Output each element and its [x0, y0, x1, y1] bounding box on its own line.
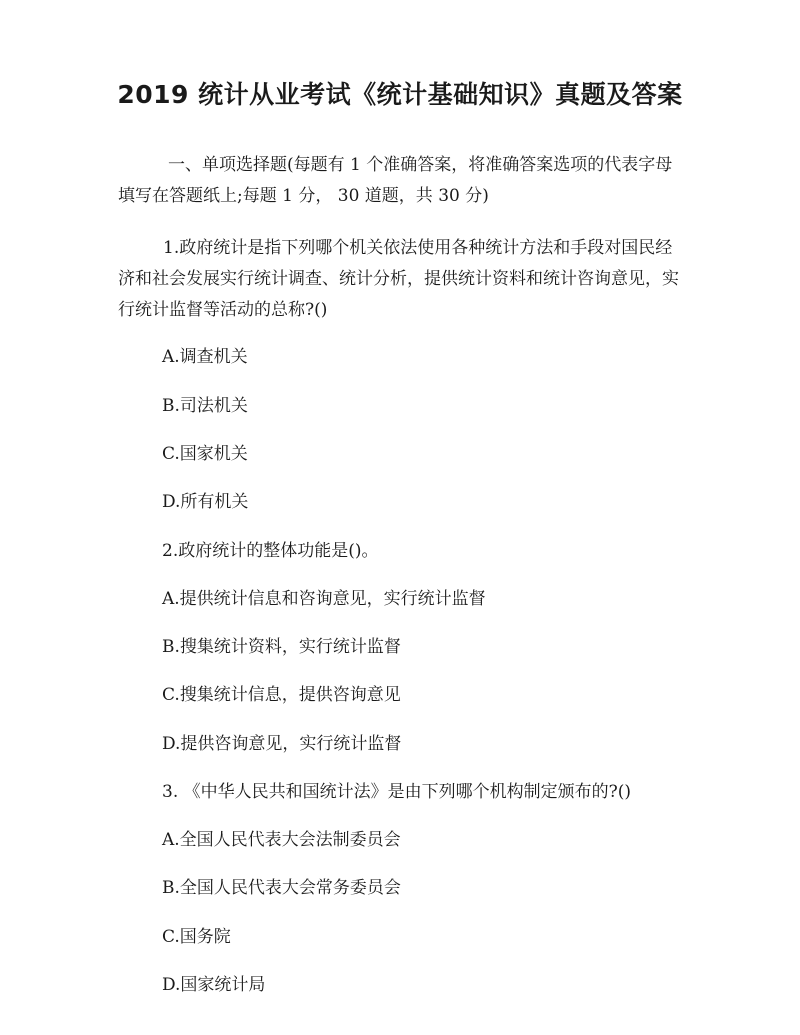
question-1-option-d: D.所有机关 — [162, 492, 249, 512]
question-2-option-c: C.搜集统计信息，提供咨询意见 — [162, 685, 401, 705]
question-3-option-d: D.国家统计局 — [162, 975, 266, 995]
question-3-option-b: B.全国人民代表大会常务委员会 — [162, 878, 401, 898]
question-3-stem: 3. 《中华人民共和国统计法》是由下列哪个机构制定颁布的?() — [162, 782, 632, 802]
question-2-option-a: A.提供统计信息和咨询意见，实行统计监督 — [162, 589, 486, 609]
question-2-stem: 2.政府统计的整体功能是()。 — [162, 541, 379, 561]
question-1-stem: 1.政府统计是指下列哪个机关依法使用各种统计方法和手段对国民经济和社会发展实行统计调查、统计分析，提供统计资料和统计咨询意见，实行统计监督等活动的总称?() — [118, 238, 679, 320]
question-1-option-b: B.司法机关 — [162, 396, 248, 416]
document-title: 2019 统计从业考试《统计基础知识》真题及答案 — [117, 80, 683, 109]
question-1-option-a: A.调查机关 — [162, 347, 248, 367]
question-1-option-c: C.国家机关 — [162, 444, 248, 464]
section-heading: 一、单项选择题(每题有 1 个准确答案，将准确答案选项的代表字母填写在答题纸上;每题 1 分， 30 道题，共 30 分) — [118, 155, 673, 206]
question-3-option-a: A.全国人民代表大会法制委员会 — [162, 830, 401, 850]
question-2-option-b: B.搜集统计资料，实行统计监督 — [162, 637, 401, 657]
question-3-option-c: C.国务院 — [162, 927, 231, 947]
question-2-option-d: D.提供咨询意见，实行统计监督 — [162, 734, 402, 754]
